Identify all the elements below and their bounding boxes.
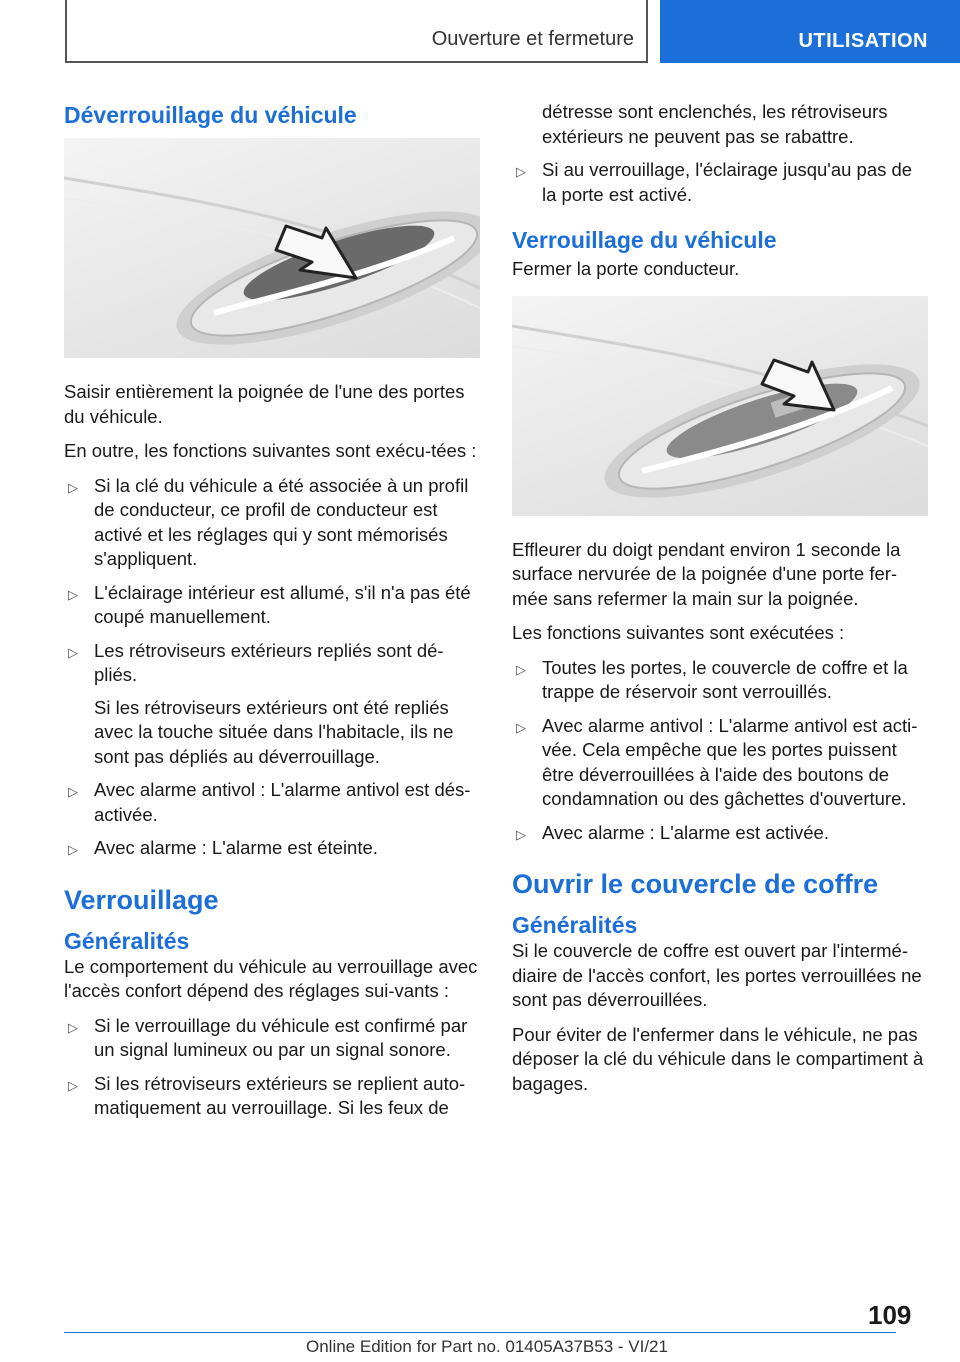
- list-item: ▷ Toutes les portes, le couvercle de coffre et la trappe de réservoir sont verrouillés.: [516, 656, 908, 702]
- door-handle-lock-figure: [512, 296, 928, 516]
- list-item: ▷ Si le verrouillage du véhicule est confirmé par un signal lumineux ou par un signal sonore.: [68, 1014, 468, 1060]
- bullet-triangle-icon: ▷: [68, 586, 78, 602]
- footer-edition: Online Edition for Part no. 01405A37B53 - VI/21: [306, 1337, 668, 1356]
- heading-unlock: Déverrouillage du véhicule: [64, 102, 357, 128]
- bullet-triangle-icon: ▷: [68, 842, 78, 857]
- list-item: ▷ Avec alarme : L'alarme est activée.: [512, 821, 928, 846]
- lock-functions-list: [512, 656, 928, 846]
- heading-lock-vehicle: Verrouillage du véhicule: [512, 227, 777, 253]
- bullet-triangle-icon: ▷: [68, 479, 78, 495]
- paragraph-lock-functions: Les fonctions suivantes sont exécutées :: [512, 622, 845, 643]
- bullet-triangle-icon: ▷: [68, 644, 78, 660]
- heading-open-trunk: Ouvrir le couvercle de coffre: [512, 869, 879, 899]
- bullet-triangle-icon: ▷: [516, 164, 526, 179]
- header-chapter-tab[interactable]: [660, 0, 960, 63]
- page-number: 109: [868, 1300, 912, 1330]
- paragraph-grip-handle: Saisir entièrement la poignée de l'une des portes du véhicule.: [64, 381, 465, 427]
- list-item: ▷ L'éclairage intérieur est allumé, s'il n'a pas été coupé manuellement.: [68, 581, 471, 627]
- door-handle-unlock-figure: [64, 138, 480, 358]
- heading-locking: Verrouillage: [64, 884, 219, 915]
- door-handle-grip-illustration: [64, 138, 480, 358]
- left-column: [64, 100, 480, 1131]
- bullet-triangle-icon: ▷: [516, 661, 526, 677]
- paragraph-trunk-comfort: Si le couvercle de coffre est ouvert par l'intermé-diaire de l'accès confort, les portes verrouillées ne sont pas déverrouillées.: [512, 940, 922, 1010]
- heading-general-right: Généralités: [512, 912, 638, 938]
- bullet-triangle-icon: ▷: [516, 826, 526, 842]
- lock-settings-list: [64, 1014, 480, 1121]
- paragraph-unlock-functions: En outre, les fonctions suivantes sont exécu-tées :: [64, 440, 477, 461]
- mirror-note: Si les rétroviseurs extérieurs ont été repliés avec la touche située dans l'habitacle, ils ne sont pas dépliés au déverrouillage.: [94, 696, 454, 767]
- lock-settings-list-continued: [512, 158, 928, 207]
- header-chapter-title: UTILISATION: [798, 30, 928, 52]
- paragraph-close-door: Fermer la porte conducteur.: [512, 258, 740, 279]
- right-column: [512, 100, 928, 1106]
- continued-text: détresse sont enclenchés, les rétroviseurs extérieurs ne peuvent pas se rabattre.: [542, 101, 888, 147]
- list-item: ▷ Avec alarme : L'alarme est éteinte.: [64, 836, 480, 861]
- bullet-triangle-icon: ▷: [68, 784, 78, 799]
- door-handle-touch-illustration: [512, 296, 928, 516]
- list-item: ▷ Si les rétroviseurs extérieurs se replient auto-matiquement au verrouillage. Si les feux de: [68, 1072, 466, 1118]
- list-item: ▷ Avec alarme antivol : L'alarme antivol est acti-vée. Cela empêche que les portes puissent être déverrouillées à l'aide des boutons de condamnation ou des gâchettes d'ouverture.: [516, 714, 918, 809]
- header-section-title: Ouverture et fermeture: [431, 28, 634, 50]
- list-item: ▷ Si la clé du véhicule a été associée à un profil de conducteur, ce profil de conducteur est activé et les réglages qui y sont mémorisés s'appliquent.: [68, 474, 469, 569]
- bullet-triangle-icon: ▷: [68, 1019, 78, 1035]
- heading-general-left: Généralités: [64, 927, 190, 954]
- list-item: ▷ Si au verrouillage, l'éclairage jusqu'au pas de la porte est activé.: [516, 159, 913, 205]
- bullet-triangle-icon: ▷: [68, 1077, 78, 1093]
- list-item: ▷ Les rétroviseurs extérieurs repliés sont dé-pliés. Si les rétroviseurs extérieurs ont été repliés avec la touche située dans l'habitacle, ils ne sont pas dépliés au déverrouillage.: [64, 639, 480, 770]
- header-section-box: [65, 0, 648, 63]
- bullet-triangle-icon: ▷: [516, 719, 526, 735]
- footer-divider: [64, 1332, 896, 1333]
- list-item: ▷ Avec alarme antivol : L'alarme antivol est dés-activée.: [68, 779, 471, 825]
- paragraph-lock-behavior: Le comportement du véhicule au verrouillage avec l'accès confort dépend des réglages sui-vants :: [64, 955, 478, 1001]
- unlock-functions-list: [64, 474, 480, 861]
- paragraph-trunk-key: Pour éviter de l'enfermer dans le véhicule, ne pas déposer la clé du véhicule dans le compartiment à bagages.: [512, 1023, 924, 1094]
- paragraph-touch-handle: Effleurer du doigt pendant environ 1 seconde la surface nervurée de la poignée d'une porte fer-mée sans refermer la main sur la poignée.: [512, 538, 901, 609]
